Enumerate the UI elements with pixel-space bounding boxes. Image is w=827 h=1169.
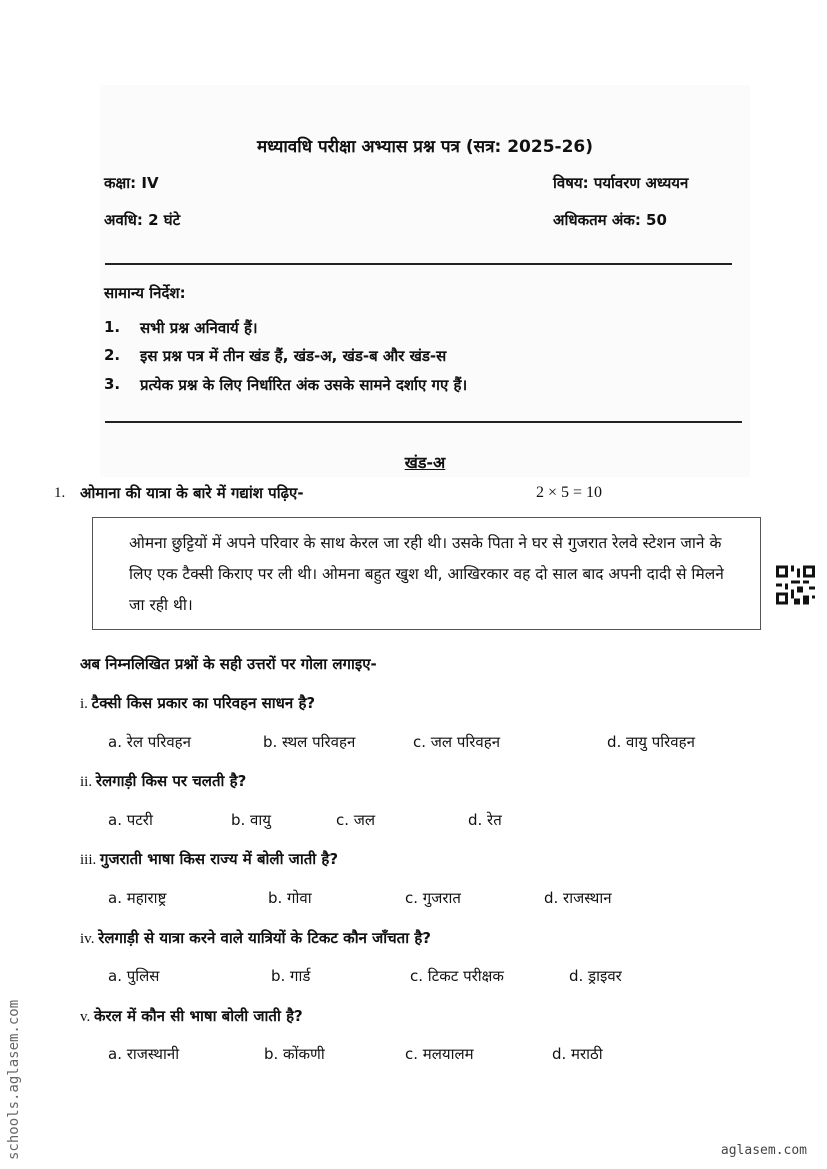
option-b[interactable]: b. गोवा xyxy=(268,889,312,907)
sub-question-text: रेलगाड़ी किस पर चलती है? xyxy=(95,772,247,790)
paper-title: मध्यावधि परीक्षा अभ्यास प्रश्न पत्र (सत्र: 2025-26) xyxy=(256,137,594,157)
question-number: 1. xyxy=(54,485,66,501)
option-b[interactable]: b. कोंकणी xyxy=(264,1045,325,1063)
option-c[interactable]: c. जल xyxy=(336,811,376,829)
max-marks-label: अधिकतम अंक: 50 xyxy=(553,211,667,229)
option-a[interactable]: a. रेल परिवहन xyxy=(108,733,191,751)
option-a[interactable]: a. राजस्थानी xyxy=(108,1045,180,1063)
sub-question xyxy=(80,771,246,791)
sub-question xyxy=(80,928,431,948)
instruction-num: 2. xyxy=(104,346,121,364)
sub-question xyxy=(80,1006,303,1026)
instruction-num: 3. xyxy=(104,375,121,393)
sub-question xyxy=(80,693,315,713)
option-c[interactable]: c. टिकट परीक्षक xyxy=(410,967,504,985)
option-d[interactable]: d. मराठी xyxy=(552,1045,603,1063)
question-text: ओमाना की यात्रा के बारे में गद्यांश पढ़िए- xyxy=(80,484,304,502)
option-a[interactable]: a. पटरी xyxy=(108,811,153,829)
divider xyxy=(105,263,732,265)
passage-box xyxy=(92,517,761,630)
sub-question-number: iv. xyxy=(80,931,99,947)
sub-question-number: i. xyxy=(80,696,92,712)
sub-question-text: गुजराती भाषा किस राज्य में बोली जाती है? xyxy=(100,850,339,868)
passage-text: ओमना छुट्टियों में अपने परिवार के साथ केरल जा रही थी। उसके पिता ने घर से गुजरात रेलवे स्टेशन जाने के लिए एक टैक्सी किराए पर ली थी। ओमना बहुत खुश थी, आखिरकार वह दो साल बाद अपनी दादी से मिलने जा रही थी। xyxy=(129,534,724,614)
question-marks: 2 × 5 = 10 xyxy=(536,484,603,501)
option-c[interactable]: c. मलयालम xyxy=(405,1045,474,1063)
class-label: कक्षा: IV xyxy=(104,174,159,192)
instruction-num: 1. xyxy=(104,318,121,336)
sub-question-number: v. xyxy=(80,1009,95,1025)
section-heading: खंड-अ xyxy=(404,453,446,472)
option-c[interactable]: c. जल परिवहन xyxy=(413,733,501,751)
sub-question-text: केरल में कौन सी भाषा बोली जाती है? xyxy=(94,1007,303,1025)
option-b[interactable]: b. गार्ड xyxy=(271,967,311,985)
sub-question-number: ii. xyxy=(80,774,96,790)
option-c[interactable]: c. गुजरात xyxy=(405,889,461,907)
option-d[interactable]: d. रेत xyxy=(468,811,502,829)
watermark-footer: aglasem.com xyxy=(720,1143,807,1158)
sub-question-text: रेलगाड़ी से यात्रा करने वाले यात्रियों के टिकट कौन जाँचता है? xyxy=(98,929,431,947)
instruction-text: सभी प्रश्न अनिवार्य हैं। xyxy=(140,319,258,337)
sub-question-number: iii. xyxy=(80,852,101,868)
subject-label: विषय: पर्यावरण अध्ययन xyxy=(553,174,689,192)
option-b[interactable]: b. स्थल परिवहन xyxy=(263,733,356,751)
option-a[interactable]: a. पुलिस xyxy=(108,967,160,985)
instruction-text: प्रत्येक प्रश्न के लिए निर्धारित अंक उसके सामने दर्शाए गए हैं। xyxy=(140,376,468,394)
option-b[interactable]: b. वायु xyxy=(231,811,271,829)
option-a[interactable]: a. महाराष्ट्र xyxy=(108,889,167,907)
instruction-text: इस प्रश्न पत्र में तीन खंड हैं, खंड-अ, खंड-ब और खंड-स xyxy=(140,347,447,365)
instructions-heading: सामान्य निर्देश: xyxy=(104,284,186,302)
sub-question xyxy=(80,849,338,869)
qr-code-icon xyxy=(776,565,815,605)
option-d[interactable]: d. ड्राइवर xyxy=(569,967,622,985)
watermark-vertical: schools.aglasem.com xyxy=(6,999,22,1160)
duration-label: अवधि: 2 घंटे xyxy=(104,211,181,229)
divider xyxy=(105,421,742,423)
option-d[interactable]: d. वायु परिवहन xyxy=(607,733,695,751)
answer-instruction: अब निम्नलिखित प्रश्नों के सही उत्तरों पर गोला लगाइए- xyxy=(80,655,377,673)
sub-question-text: टैक्सी किस प्रकार का परिवहन साधन है? xyxy=(91,694,316,712)
option-d[interactable]: d. राजस्थान xyxy=(544,889,612,907)
